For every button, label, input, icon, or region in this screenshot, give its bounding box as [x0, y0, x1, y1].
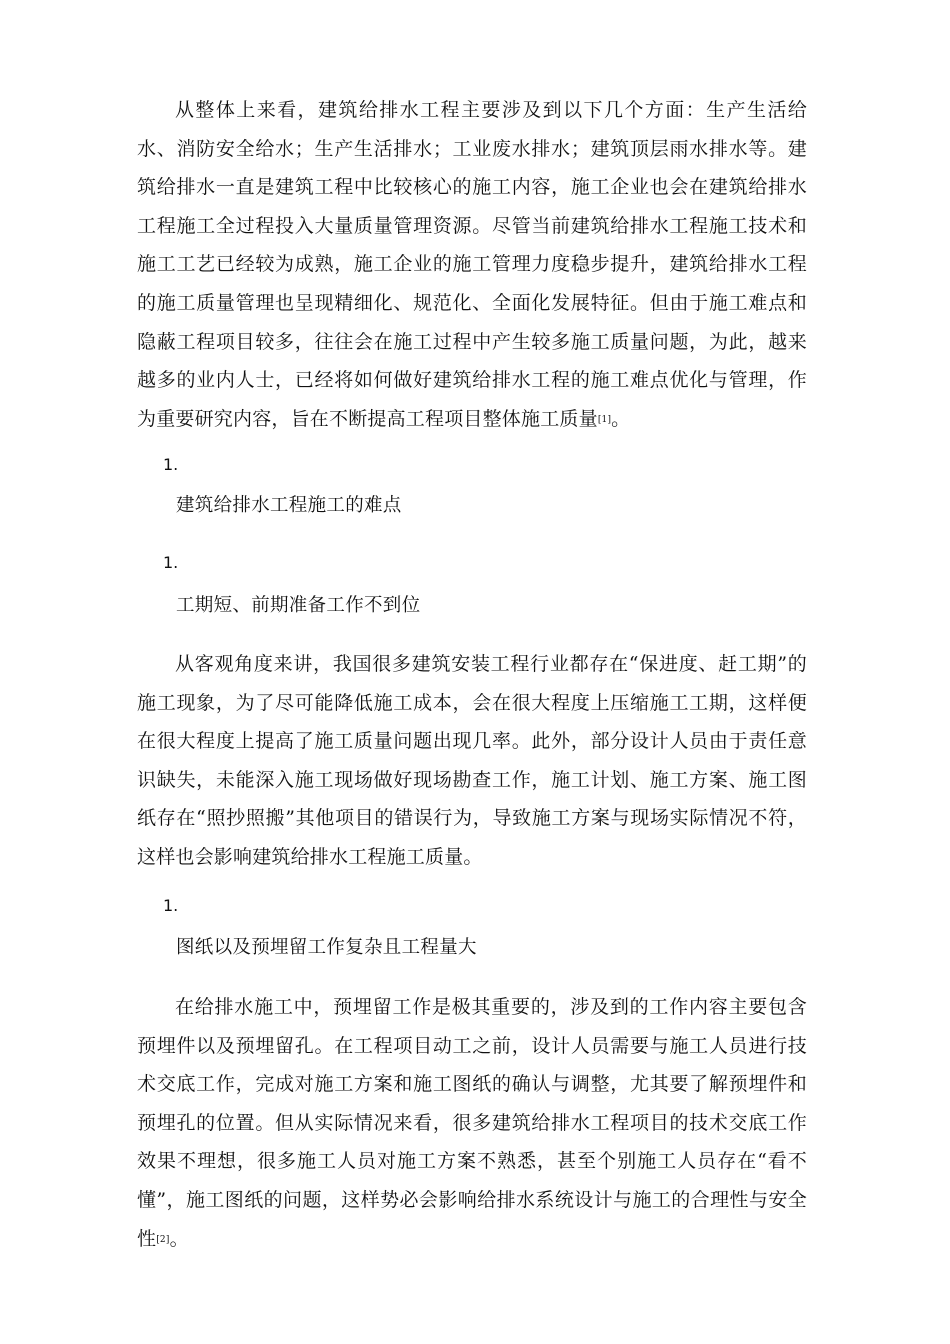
intro-text: 从整体上来看，建筑给排水工程主要涉及到以下几个方面：生产生活给水、消防安全给水；生产生活排水；工业废水排水；建筑顶层雨水排水等。建筑给排水一直是建筑工程中比较核心的施工内容，施工企业也会在建筑给排水工程施工全过程投入大量质量管理资源。尽管当前建筑给排水工程施工技术和施工工艺已经较为成熟，施工企业的施工管理力度稳步提升，建筑给排水工程的施工质量管理也呈现精细化、规范化、全面化发展特征。但由于施工难点和隐蔽工程项目较多，往往会在施工过程中产生较多施工质量问题，为此，越来越多的业内人士，已经将如何做好建筑给排水工程的施工难点优化与管理，作为重要研究内容，旨在不断提高工程项目整体施工质量 [137, 99, 807, 430]
subsection-2-paragraph [137, 988, 807, 1262]
subsection-1-number: 1. [163, 553, 179, 572]
subsection-1-text: 从客观角度来讲，我国很多建筑安装工程行业都存在“保进度、赶工期”的施工现象，为了尽可能降低施工成本，会在很大程度上压缩施工工期，这样便在很大程度上提高了施工质量问题出现几率。此外，部分设计人员由于责任意识缺失，未能深入施工现场做好现场勘查工作，施工计划、施工方案、施工图纸存在“照抄照搬”其他项目的错误行为，导致施工方案与现场实际情况不符，这样也会影响建筑给排水工程施工质量。 [137, 653, 807, 868]
subsection-2-end: 。 [169, 1227, 189, 1250]
subsection-1-heading: 工期短、前期准备工作不到位 [176, 595, 421, 616]
section-number: 1. [163, 455, 179, 474]
intro-end: 。 [611, 407, 631, 430]
subsection-1-paragraph [137, 645, 807, 877]
subsection-2-text: 在给排水施工中，预埋留工作是极其重要的，涉及到的工作内容主要包含预埋件以及预埋留孔。在工程项目动工之前，设计人员需要与施工人员进行技术交底工作，完成对施工方案和施工图纸的确认与调整，尤其要了解预埋件和预埋孔的位置。但从实际情况来看，很多建筑给排水工程项目的技术交底工作效果不理想，很多施工人员对施工方案不熟悉，甚至个别施工人员存在“看不懂”，施工图纸的问题，这样势必会影响给排水系统设计与施工的合理性与安全性 [137, 996, 807, 1250]
section-heading: 建筑给排水工程施工的难点 [176, 495, 402, 516]
citation-1[interactable]: [1] [597, 414, 612, 425]
citation-2[interactable]: [2] [156, 1234, 170, 1245]
intro-paragraph [137, 91, 807, 442]
subsection-2-number: 1. [163, 896, 179, 915]
subsection-2-heading: 图纸以及预埋留工作复杂且工程量大 [176, 937, 477, 958]
